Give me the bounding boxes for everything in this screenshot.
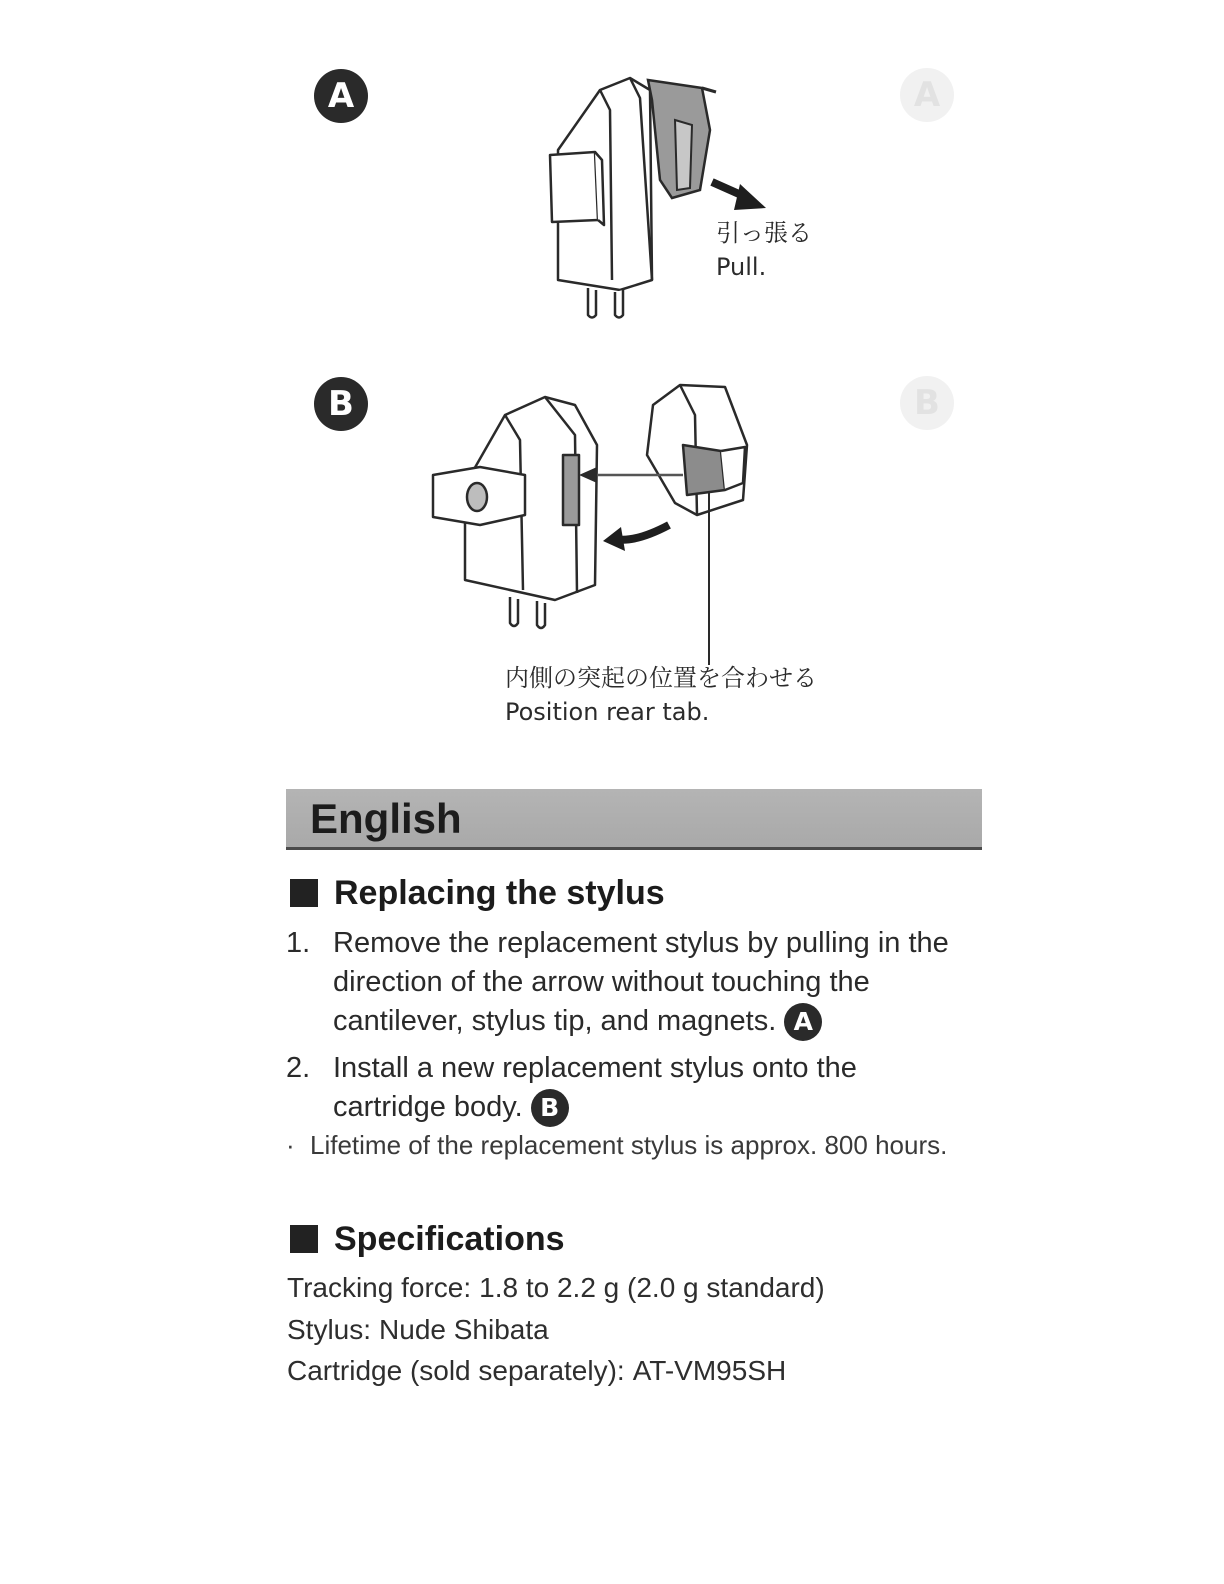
spec-cartridge <box>287 1355 786 1387</box>
stylus-lifetime-note <box>286 1129 976 1199</box>
spec-stylus <box>287 1314 549 1346</box>
spec-label: Cartridge (sold separately): <box>287 1355 625 1386</box>
spec-value: AT-VM95SH <box>632 1355 787 1386</box>
show-through-badge-b: B <box>900 376 954 430</box>
spec-label: Tracking force: <box>287 1272 472 1303</box>
step-1-text: Remove the replacement stylus by pulling in the direction of the arrow without touching the cantilever, stylus tip, and magnets. <box>333 927 949 1037</box>
figure-a-badge: A <box>314 69 368 123</box>
spec-value: Nude Shibata <box>379 1314 549 1345</box>
replacing-stylus-heading-text: Replacing the stylus <box>334 874 665 912</box>
pull-label-en: Pull. <box>716 253 767 281</box>
step-1 <box>286 924 986 1044</box>
step-2-figure-ref: B <box>531 1089 569 1127</box>
square-bullet-icon <box>290 879 318 907</box>
note-bullet: · <box>286 1130 295 1160</box>
rear-tab-label-en: Position rear tab. <box>505 698 710 726</box>
show-through-badge-a: A <box>900 68 954 122</box>
specifications-heading-text: Specifications <box>334 1220 565 1258</box>
step-2-number: 2. <box>286 1052 311 1084</box>
pull-label-ja: 引っ張る <box>716 219 812 247</box>
figure-b-badge: B <box>314 377 368 431</box>
spec-value: 1.8 to 2.2 g (2.0 g standard) <box>479 1272 825 1303</box>
rear-tab-label-ja: 内側の突起の位置を合わせる <box>505 664 817 692</box>
specifications-heading <box>290 1220 565 1259</box>
spec-label: Stylus: <box>287 1314 372 1345</box>
step-1-figure-ref: A <box>784 1003 822 1041</box>
square-bullet-icon <box>290 1225 318 1253</box>
step-2 <box>286 1049 986 1129</box>
language-heading: English <box>310 795 462 842</box>
step-2-text-block <box>333 1049 933 1127</box>
step-2-text: Install a new replacement stylus onto the cartridge body. <box>333 1052 857 1123</box>
replacing-stylus-heading <box>290 874 665 913</box>
figure-b-cartridge-illustration <box>425 375 765 665</box>
step-1-number: 1. <box>286 927 311 959</box>
language-section-band <box>286 789 982 850</box>
figure-a-callout <box>716 216 812 284</box>
step-1-text-block <box>333 924 983 1041</box>
figure-a-cartridge-illustration <box>540 70 780 325</box>
spec-tracking-force <box>287 1272 825 1304</box>
note-text: Lifetime of the replacement stylus is approx. 800 hours. <box>310 1130 948 1160</box>
figure-b-callout <box>505 661 817 729</box>
